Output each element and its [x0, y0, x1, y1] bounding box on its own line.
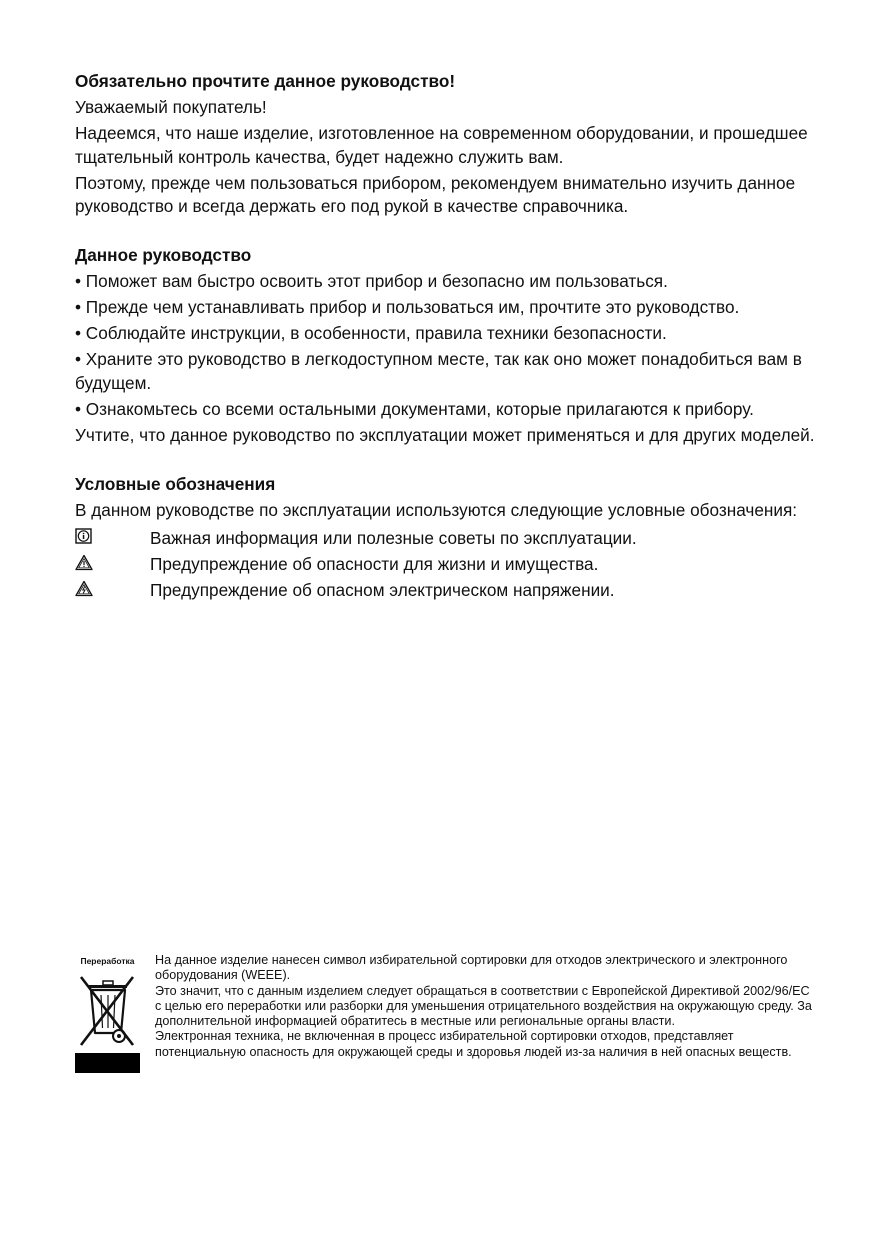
weee-logo — [75, 955, 140, 1073]
symbol-description: Предупреждение об опасности для жизни и имущества. — [150, 553, 599, 574]
bullet-item: • Соблюдайте инструкции, в особенности, правила техники безопасности. — [75, 323, 667, 343]
symbol-description: Предупреждение об опасном электрическом напряжении. — [150, 579, 615, 600]
warning-triangle-icon — [75, 554, 93, 572]
page-title: Обязательно прочтите данное руководство! — [75, 71, 456, 91]
manual-note: Учтите, что данное руководство по эксплуатации может применяться и для других моделей. — [75, 424, 815, 445]
info-icon — [75, 528, 93, 546]
symbol-row-electric — [75, 577, 815, 603]
bullet-item: • Поможет вам быстро освоить этот прибор и безопасно им пользоваться. — [75, 271, 668, 291]
section-heading-symbols: Условные обозначения — [75, 473, 276, 494]
bullet-item: • Храните это руководство в легкодоступном месте, так как оно может понадобиться вам в будущем. — [75, 349, 802, 393]
symbol-description: Важная информация или полезные советы по эксплуатации. — [150, 527, 637, 548]
intro-paragraph: Поэтому, прежде чем пользоваться прибором, рекомендуем внимательно изучить данное руководство и всегда держать его под рукой в качестве справочника. — [75, 172, 796, 216]
main-content — [75, 70, 815, 603]
symbol-row-warning — [75, 551, 815, 577]
section-spacer — [75, 450, 815, 473]
recycling-caption: Переработка — [80, 956, 135, 966]
recycling-paragraph: На данное изделие нанесен символ избирательной сортировки для отходов электрического и электронного оборудования (WEEE). — [155, 953, 788, 983]
greeting: Уважаемый покупатель! — [75, 97, 267, 117]
bullet-item: • Ознакомьтесь со всеми остальными документами, которые прилагаются к прибору. — [75, 398, 754, 419]
section-spacer — [75, 221, 815, 244]
symbol-row-info — [75, 525, 815, 551]
section-heading-manual: Данное руководство — [75, 245, 252, 265]
recycling-paragraph: Это значит, что с данным изделием следует обращаться в соответствии с Европейской Директивой 2002/96/EC с целью его переработки или разборки для уменьшения отрицательного воздействия на окружающую среду. За дополнительной информацией обратитесь в местные или региональные органы власти. — [155, 983, 812, 1029]
crossed-out-wheelie-bin-icon — [77, 973, 137, 1049]
bullet-item: • Прежде чем устанавливать прибор и пользоваться им, прочтите это руководство. — [75, 297, 740, 317]
intro-paragraph: Надеемся, что наше изделие, изготовленное на современном оборудовании, и прошедшее тщательный контроль качества, будет надежно служить вам. — [75, 123, 808, 167]
electric-warning-triangle-icon — [75, 580, 93, 598]
recycling-paragraph: Электронная техника, не включенная в процесс избирательной сортировки отходов, представляет потенциальную опасность для окружающей среды и здоровья людей из-за наличия в ней опасных веществ. — [155, 1029, 792, 1059]
recycling-text — [155, 953, 815, 1060]
weee-black-bar — [75, 1053, 140, 1073]
recycling-notice — [75, 955, 815, 1095]
symbols-intro: В данном руководстве по эксплуатации используются следующие условные обозначения: — [75, 499, 798, 520]
